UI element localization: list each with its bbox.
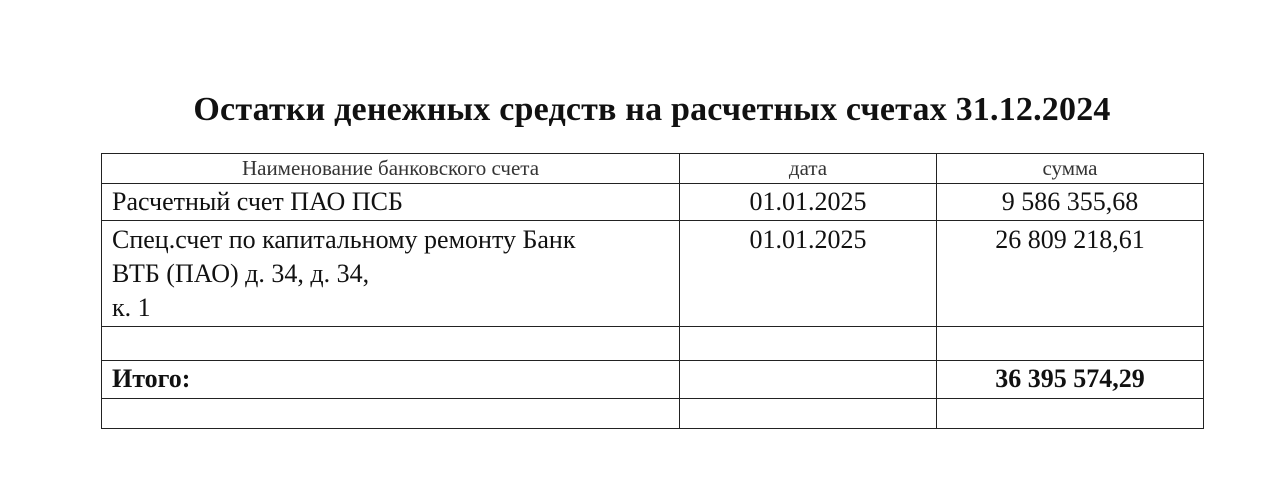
sum-cell: 9 586 355,68 [937, 184, 1204, 221]
balances-table [101, 153, 1204, 429]
table-row [102, 184, 1204, 221]
empty-cell [102, 399, 680, 429]
empty-row [102, 327, 1204, 361]
account-name-cell: Расчетный счет ПАО ПСБ [102, 184, 680, 221]
empty-row [102, 399, 1204, 429]
sum-cell: 26 809 218,61 [937, 221, 1204, 327]
account-name-cell [102, 221, 680, 327]
empty-cell [680, 327, 937, 361]
account-name-line: ВТБ (ПАО) д. 34, д. 34, [112, 259, 370, 288]
account-name-line: к. 1 [112, 293, 151, 322]
account-name-line: Спец.счет по капитальному ремонту Банк [112, 225, 576, 254]
empty-cell [102, 327, 680, 361]
page-title: Остатки денежных средств на расчетных счетах 31.12.2024 [193, 91, 1111, 128]
total-sum: 36 395 574,29 [937, 361, 1204, 399]
table-row [102, 221, 1204, 327]
header-account-name: Наименование банковского счета [102, 154, 680, 184]
date-cell: 01.01.2025 [680, 184, 937, 221]
header-sum: сумма [937, 154, 1204, 184]
header-date: дата [680, 154, 937, 184]
empty-cell [937, 327, 1204, 361]
empty-cell [680, 361, 937, 399]
table-header-row [102, 154, 1204, 184]
empty-cell [680, 399, 937, 429]
total-row [102, 361, 1204, 399]
total-label: Итого: [102, 361, 680, 399]
empty-cell [937, 399, 1204, 429]
date-cell: 01.01.2025 [680, 221, 937, 327]
